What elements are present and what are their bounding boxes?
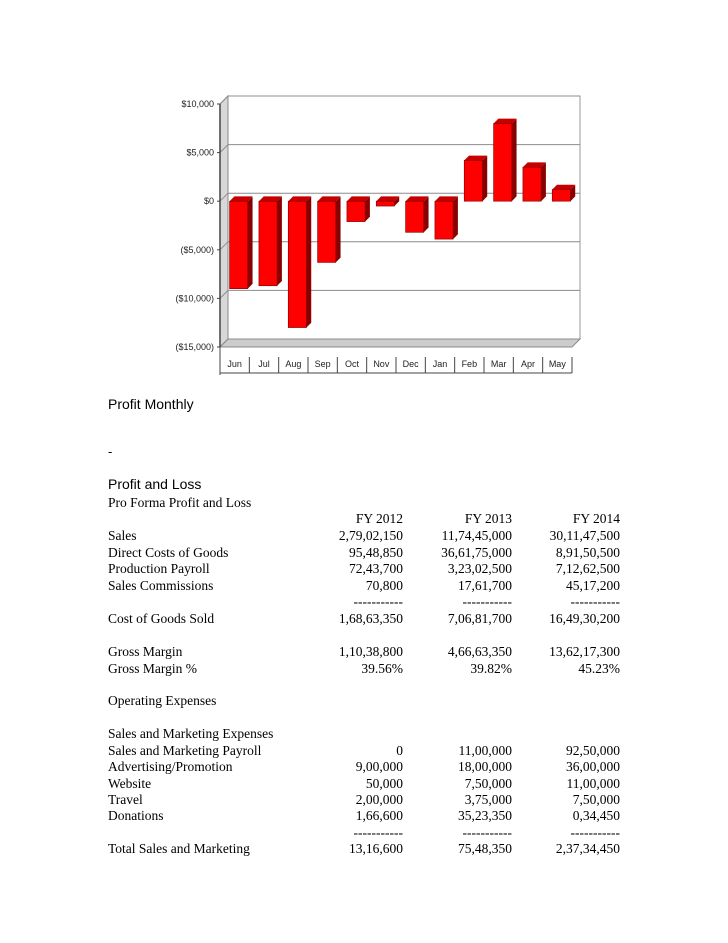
table-row	[108, 643, 628, 661]
y-tick-label: ($5,000)	[180, 244, 214, 255]
row-value-fy2013: 7,06,81,700	[447, 611, 512, 626]
row-value-fy2012: -----------	[353, 594, 403, 609]
bar-jan	[435, 196, 458, 239]
x-tick-label: Jun	[227, 359, 242, 369]
table-row	[108, 660, 628, 678]
row-value-fy2014: 45,17,200	[566, 578, 620, 593]
y-tick-label: ($15,000)	[175, 342, 214, 352]
row-value-fy2014: 92,50,000	[566, 743, 620, 758]
row-value-fy2014: 30,11,47,500	[549, 528, 620, 543]
row-value-fy2012: 50,000	[365, 776, 403, 791]
table-row	[108, 610, 628, 628]
row-label: Gross Margin	[108, 644, 183, 659]
table-row	[108, 692, 628, 710]
row-label: Sales and Marketing Expenses	[108, 726, 274, 741]
row-value-fy2012: -----------	[353, 825, 403, 840]
row-label: Sales	[108, 528, 137, 543]
table-row	[108, 560, 628, 578]
pl-heading: Profit and Loss	[108, 476, 202, 492]
bar-dec	[406, 196, 429, 232]
y-tick-label: $5,000	[186, 147, 214, 158]
row-value-fy2013: -----------	[462, 825, 512, 840]
x-tick-label: Dec	[402, 359, 419, 369]
y-tick-label: ($10,000)	[175, 293, 214, 304]
x-tick-label: Aug	[285, 359, 302, 369]
bar-jul	[259, 196, 282, 285]
row-label: Sales and Marketing Payroll	[108, 743, 262, 758]
row-value-fy2014: 45.23%	[578, 661, 620, 676]
table-row	[108, 758, 628, 776]
y-tick-label: $0	[203, 196, 214, 207]
row-value-fy2012: 2,00,000	[355, 792, 403, 807]
row-value-fy2012: 70,800	[365, 578, 403, 593]
row-value-fy2012: 9,00,000	[355, 759, 403, 774]
separator-dash: -	[108, 444, 113, 459]
table-row	[108, 527, 628, 545]
bar-apr	[523, 162, 546, 201]
row-value-fy2014: 11,00,000	[566, 776, 620, 791]
x-tick-label: Nov	[373, 359, 390, 369]
y-tick-label: $10,000	[181, 99, 214, 109]
bar-jun	[230, 196, 253, 288]
row-value-fy2014: 0,34,450	[572, 808, 620, 823]
row-value-fy2013: 39.82%	[470, 661, 512, 676]
row-label: Operating Expenses	[108, 693, 217, 708]
bar-nov	[376, 196, 399, 206]
x-tick-label: Jan	[432, 359, 448, 369]
row-value-fy2014: 7,12,62,500	[555, 561, 620, 576]
chart-caption: Profit Monthly	[108, 396, 194, 412]
row-value-fy2013: 3,23,02,500	[447, 561, 512, 576]
pl-table	[108, 494, 628, 864]
row-value-fy2013: 7,50,000	[464, 776, 512, 791]
row-label: Sales Commissions	[108, 578, 214, 593]
row-value-fy2013: 18,00,000	[458, 759, 512, 774]
row-value-fy2013: 36,61,75,000	[441, 545, 512, 560]
table-row	[108, 725, 628, 743]
row-value-fy2013: 4,66,63,350	[447, 644, 512, 659]
row-value-fy2014: 2,37,34,450	[555, 841, 620, 856]
row-value-fy2013: 11,74,45,000	[441, 528, 512, 543]
row-value-fy2012: 1,10,38,800	[338, 644, 403, 659]
row-value-fy2012: 72,43,700	[349, 561, 403, 576]
row-value-fy2012: 1,66,600	[355, 808, 403, 823]
table-row	[108, 593, 628, 611]
row-value-fy2012: 1,68,63,350	[338, 611, 403, 626]
row-value-fy2014: 7,50,000	[572, 792, 620, 807]
row-value-fy2012: 95,48,850	[349, 545, 403, 560]
row-label: Travel	[108, 792, 143, 807]
x-tick-label: Feb	[461, 359, 478, 369]
row-label: Total Sales and Marketing	[108, 841, 250, 856]
row-value-fy2013: 35,23,350	[458, 808, 512, 823]
row-label: Website	[108, 776, 152, 791]
col-fy2014: FY 2014	[572, 511, 620, 526]
bar-feb	[464, 156, 487, 202]
row-value-fy2014: 8,91,50,500	[555, 545, 620, 560]
x-tick-label: Oct	[344, 359, 360, 369]
row-value-fy2013: 3,75,000	[464, 792, 512, 807]
x-tick-label: Jul	[258, 359, 270, 369]
row-value-fy2013: 11,00,000	[458, 743, 512, 758]
x-tick-label: Apr	[520, 359, 536, 369]
pl-column-headers	[108, 510, 628, 528]
row-value-fy2012: 0	[396, 743, 403, 758]
row-label: Production Payroll	[108, 561, 210, 576]
pl-subheading: Pro Forma Profit and Loss	[108, 495, 252, 510]
row-value-fy2012: 13,16,600	[349, 841, 403, 856]
col-fy2012: FY 2012	[355, 511, 403, 526]
x-tick-label: Mar	[490, 359, 507, 369]
row-value-fy2014: 36,00,000	[566, 759, 620, 774]
row-value-fy2014: -----------	[570, 594, 620, 609]
bar-aug	[288, 196, 311, 327]
row-label: Cost of Goods Sold	[108, 611, 215, 626]
row-value-fy2014: -----------	[570, 825, 620, 840]
bar-oct	[347, 196, 370, 221]
bar-mar	[494, 119, 517, 202]
row-label: Donations	[108, 808, 164, 823]
row-value-fy2013: 75,48,350	[458, 841, 512, 856]
table-row	[108, 840, 628, 858]
bar-may	[552, 185, 575, 201]
row-value-fy2012: 39.56%	[361, 661, 403, 676]
row-label: Advertising/Promotion	[108, 759, 233, 774]
row-value-fy2013: 17,61,700	[458, 578, 512, 593]
profit-monthly-chart	[150, 92, 600, 382]
row-value-fy2012: 2,79,02,150	[338, 528, 403, 543]
bar-sep	[318, 196, 341, 262]
table-row	[108, 807, 628, 825]
row-value-fy2014: 16,49,30,200	[549, 611, 620, 626]
row-label: Direct Costs of Goods	[108, 545, 229, 560]
row-label: Gross Margin %	[108, 661, 197, 676]
col-fy2013: FY 2013	[464, 511, 512, 526]
row-value-fy2013: -----------	[462, 594, 512, 609]
x-tick-label: Sep	[314, 359, 331, 369]
row-value-fy2014: 13,62,17,300	[549, 644, 620, 659]
x-tick-label: May	[548, 359, 566, 369]
